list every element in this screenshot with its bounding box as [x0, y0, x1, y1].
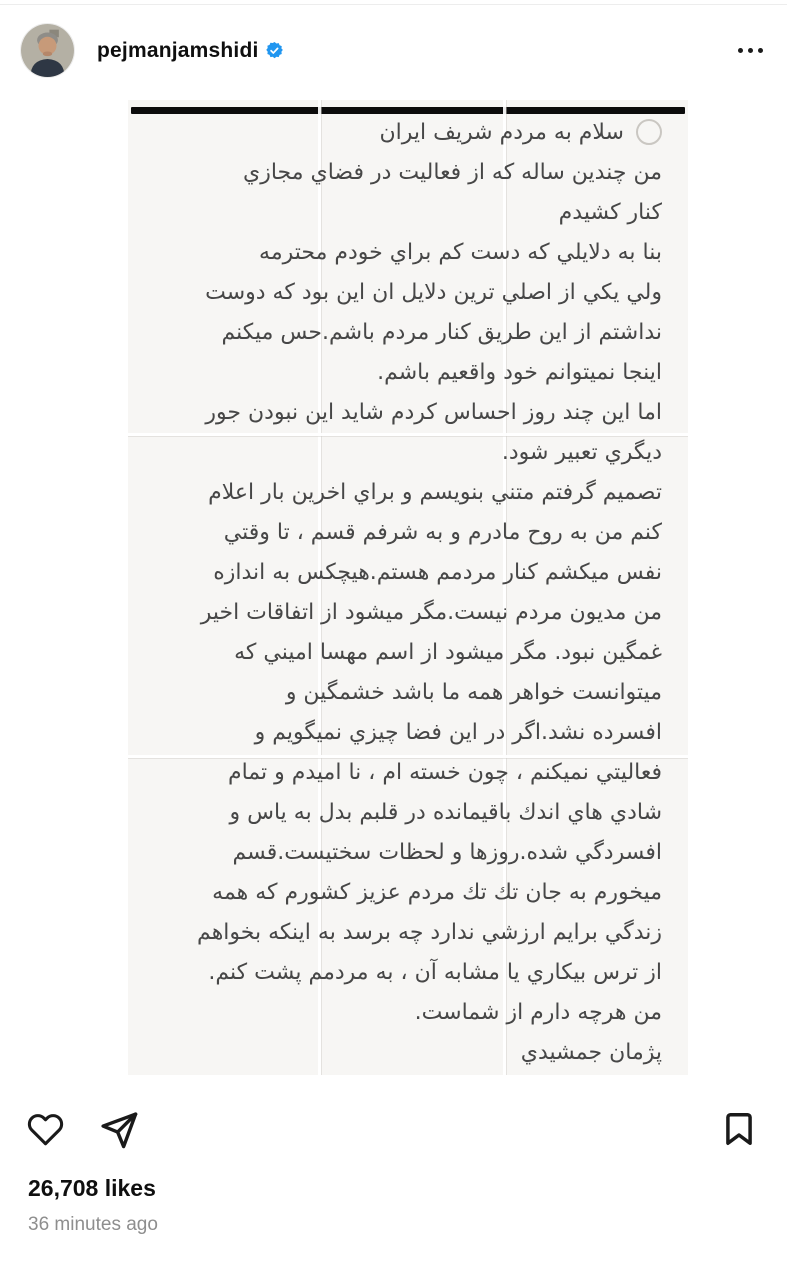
username[interactable]: pejmanjamshidi [97, 38, 259, 62]
note-text-line: نداشتم از اين طريق كنار مردم باشم.حس ميكنم [221, 320, 662, 345]
note-text-line: تصميم گرفتم متني بنويسم و براي اخرين بار اعلام [208, 480, 662, 505]
note-text-line: نفس ميكشم كنار مردمم هستم.هيچكس به اندازه [213, 560, 662, 585]
note-text-line: من هرچه دارم از شماست. [414, 1000, 662, 1025]
save-button[interactable] [720, 1110, 758, 1148]
like-button[interactable] [27, 1111, 64, 1148]
note-text-lines [136, 113, 662, 1073]
note-text-line: زندگي برايم ارزشي ندارد چه برسد به اينكه بخواهم [197, 920, 662, 945]
note-text-line: بنا به دلايلي كه دست كم براي خودم محترمه [259, 240, 662, 265]
note-text-line: ميخورم به جان تك تك مردم عزيز كشورم كه همه [212, 880, 662, 905]
more-options-button[interactable] [736, 38, 765, 63]
note-text-line: ديگري تعبير شود. [501, 440, 662, 465]
verified-badge-icon [266, 42, 283, 59]
three-dots-icon [738, 48, 743, 53]
note-text-line: سلام به مردم شريف ايران [136, 113, 662, 153]
note-text-line: افسردگي شده.روزها و لحظات سختيست.قسم [232, 840, 662, 865]
post-header [0, 5, 787, 96]
timestamp: 36 minutes ago [28, 1214, 158, 1235]
note-text-line: كنم من به روح مادرم و به شرفم قسم ، تا وقتي [223, 520, 662, 545]
post-image[interactable] [0, 96, 787, 1078]
note-text-line: پژمان جمشيدي [520, 1040, 662, 1065]
action-bar [0, 1078, 787, 1162]
note-text-line: اينجا نميتوانم خود واقعيم باشم. [377, 360, 662, 385]
note-text-line: غمگين نبود. مگر ميشود از اسم مهسا اميني كه [234, 640, 662, 665]
checklist-circle-icon [636, 119, 662, 145]
share-button[interactable] [98, 1109, 139, 1150]
paper-plane-icon [98, 1109, 139, 1150]
note-text-line: شادي هاي اندك باقيمانده در قلبم بدل به ياس و [229, 800, 662, 825]
avatar[interactable] [20, 23, 75, 78]
note-text-line: من مديون مردم نيست.مگر ميشود از اتفاقات اخير [200, 600, 662, 625]
note-text-line: از ترس بيكاري يا مشابه آن ، به مردمم پشت كنم. [208, 960, 662, 985]
note-text-line: فعاليتي نميكنم ، چون خسته ام ، نا اميدم و تمام [227, 760, 662, 785]
note-text-line: ميتوانست خواهر همه ما باشد خشمگين و [285, 680, 662, 705]
bookmark-icon [720, 1110, 758, 1148]
note-text-line: ولي يكي از اصلي ترين دلايل ان اين بود كه دوست [205, 280, 662, 305]
note-screenshot [128, 100, 688, 1075]
note-text-line: من چندين ساله كه از فعاليت در فضاي مجازي [242, 160, 662, 185]
avatar-photo [21, 24, 74, 77]
likes-count[interactable]: 26,708 likes [28, 1175, 156, 1201]
note-text-line: افسرده نشد.اگر در اين فضا چيزي نميگويم و [254, 720, 662, 745]
note-text-line: كنار كشيدم [558, 200, 662, 225]
heart-icon [27, 1111, 64, 1148]
note-text-line: اما اين چند روز احساس كردم شايد اين نبودن جور [205, 400, 662, 425]
